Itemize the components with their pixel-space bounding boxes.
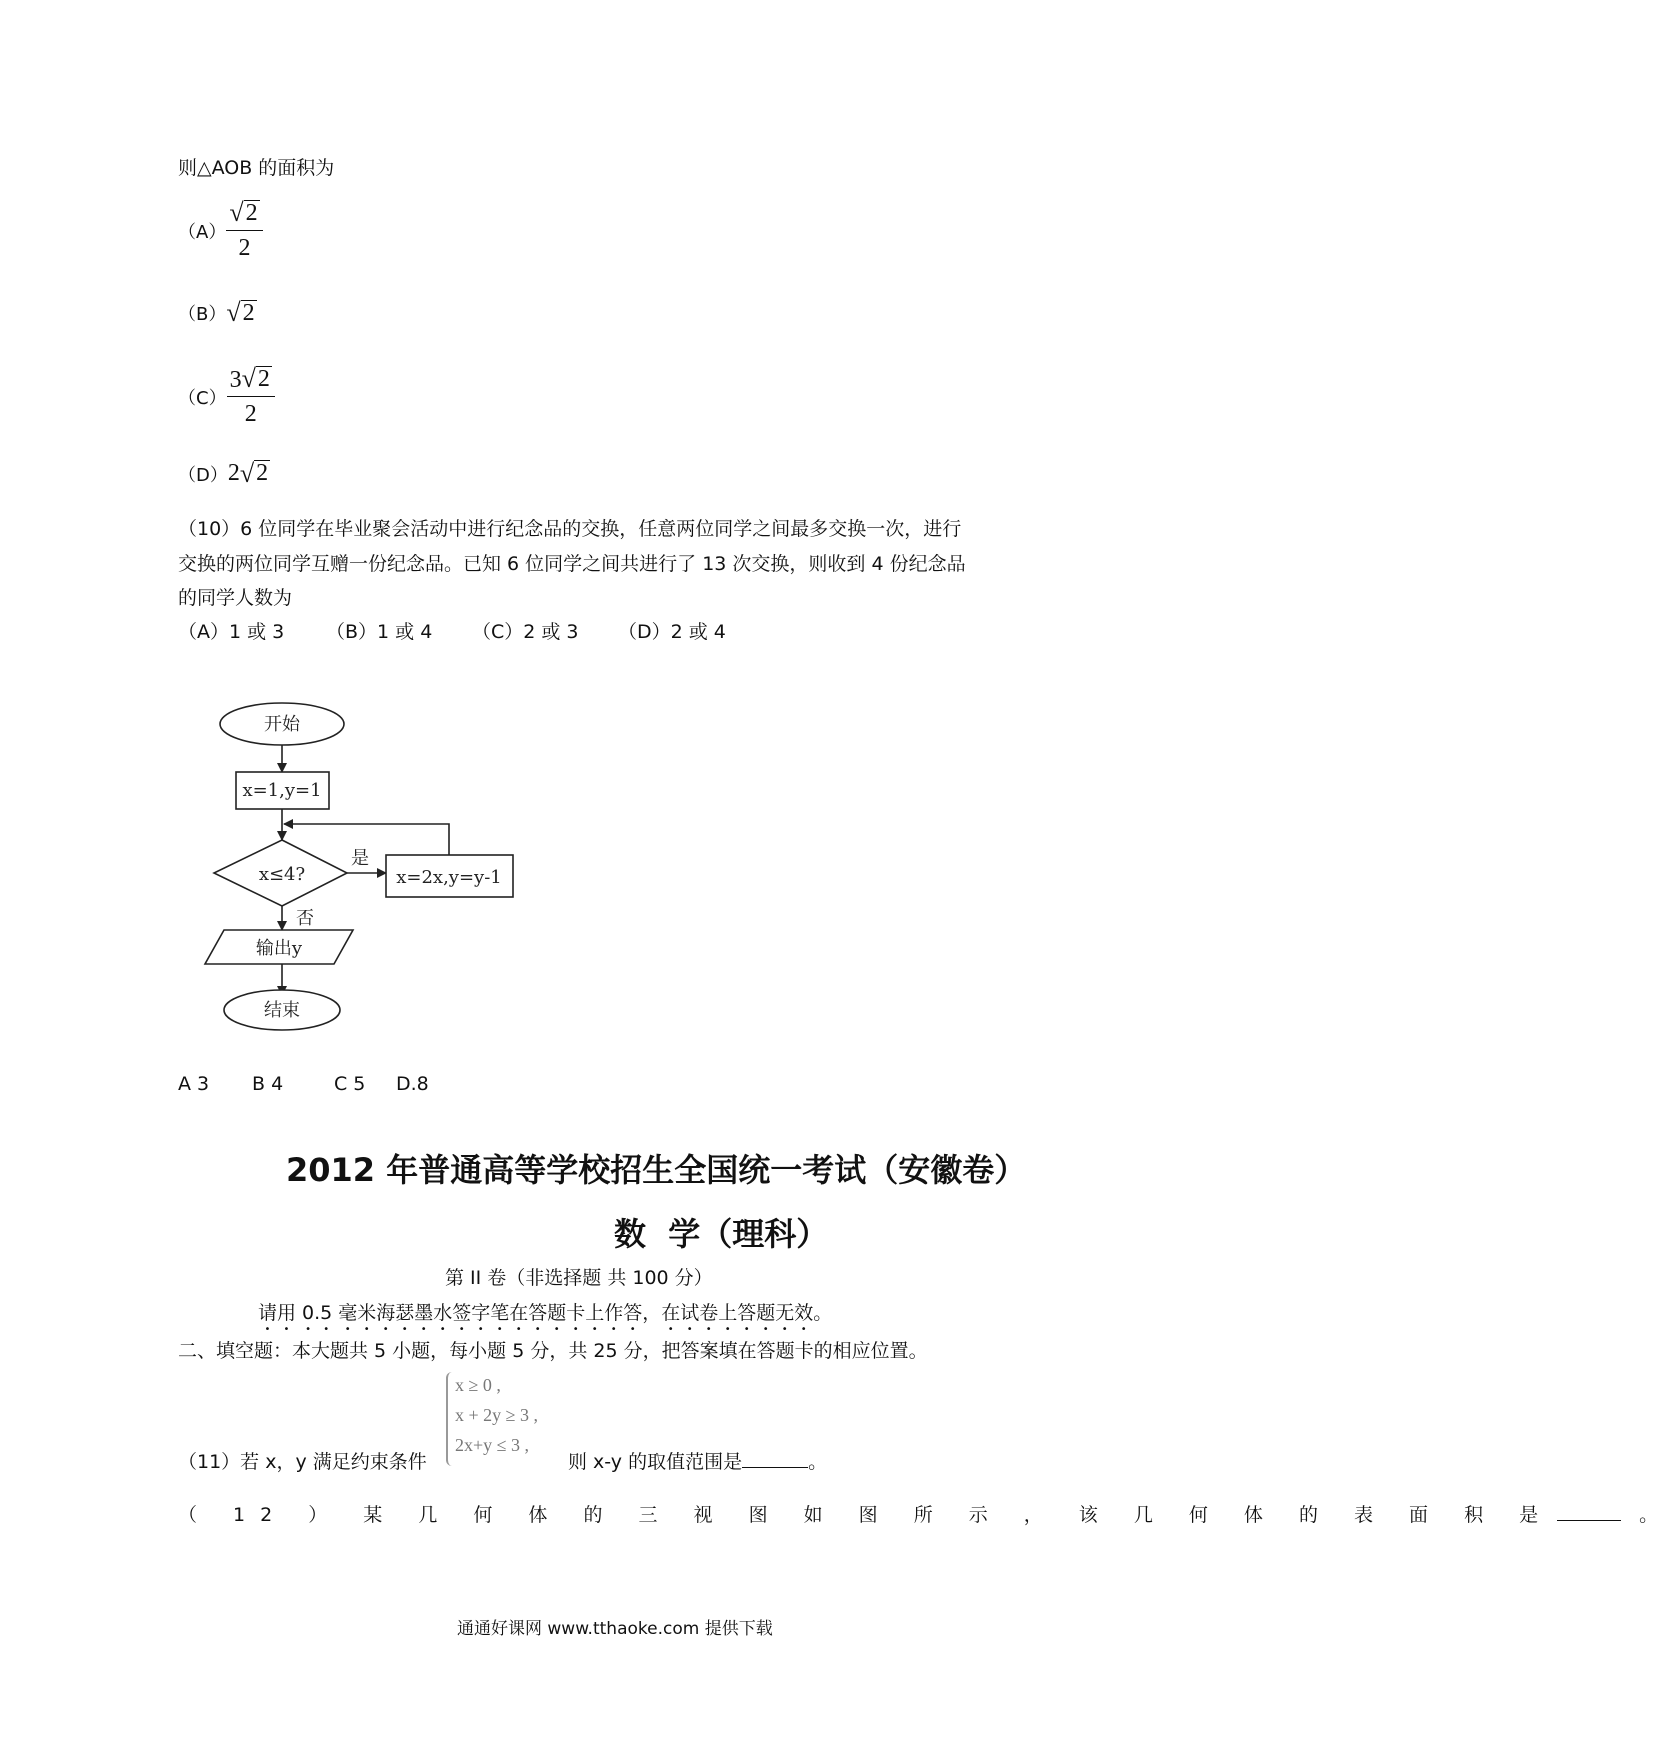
condition-label: x≤4? [258, 864, 306, 885]
process-label: x=2x,y=y-1 [396, 867, 502, 888]
yes-label: 是 [351, 848, 369, 869]
flow-option-d: D.8 [396, 1073, 429, 1095]
square-root: √ 2 [226, 298, 255, 328]
constraint-2: x + 2y ≥ 3 , [455, 1405, 539, 1425]
q11-suffix: 则 x-y 的取值范围是 [568, 1451, 743, 1473]
denominator: 2 [244, 401, 257, 428]
fraction: 3 √ 2 2 [227, 366, 275, 428]
flow-options [178, 1073, 429, 1095]
option-label: （D） [178, 464, 228, 486]
option-label: （C） [178, 388, 227, 410]
no-label: 否 [296, 908, 314, 929]
exam-title: 2012 年普通高等学校招生全国统一考试（安徽卷） [286, 1151, 1027, 1189]
flow-option-b: B 4 [252, 1073, 284, 1095]
coefficient: 2 [227, 460, 240, 486]
radicand: 2 [242, 300, 255, 326]
constraint-system [455, 1370, 538, 1460]
option-label: （A） [178, 222, 227, 244]
q9-option-d [178, 460, 270, 487]
exam-subject: 数 学（理科） [614, 1215, 829, 1253]
q12-end: 。 [1639, 1504, 1658, 1526]
q10-option-d: （D）2 或 4 [618, 621, 726, 643]
square-root: √ 2 [239, 458, 269, 488]
flowchart [200, 690, 530, 1040]
q11-suffix-line [568, 1447, 827, 1474]
constraint-3: 2x+y ≤ 3 , [455, 1435, 530, 1455]
flow-option-a: A 3 [178, 1073, 210, 1095]
coefficient: 3 [229, 367, 242, 394]
constraint-1: x ≥ 0 , [455, 1375, 501, 1395]
section-heading: 二、填空题：本大题共 5 小题，每小题 5 分，共 25 分，把答案填在答题卡的相应位置。 [178, 1340, 928, 1362]
answer-blank [1557, 1502, 1621, 1521]
q10-line-2: 交换的两位同学互赠一份纪念品。已知 6 位同学之间共进行了 13 次交换，则收到 4 份纪念品 [178, 553, 966, 575]
radicand: 2 [256, 460, 269, 487]
fraction: √ 2 2 [226, 200, 262, 262]
q11-prefix: （11）若 x，y 满足约束条件 [178, 1451, 427, 1473]
flow-option-c: C 5 [334, 1073, 366, 1095]
exam-instruction: 请用 0.5 毫米海瑟墨水签字笔在答题卡上作答，在试卷上答题无效。 [258, 1302, 833, 1324]
q9-option-a [178, 200, 263, 262]
q10-option-a: （A）1 或 3 [178, 621, 285, 643]
exam-part: 第 II 卷（非选择题 共 100 分） [445, 1267, 713, 1289]
q12-line [178, 1500, 1658, 1527]
q9-stem: 则△AOB 的面积为 [178, 157, 335, 179]
q10-line-3: 的同学人数为 [178, 587, 293, 609]
q11-end: 。 [808, 1451, 828, 1473]
radicand: 2 [245, 200, 258, 226]
start-label: 开始 [264, 714, 300, 735]
output-label: 输出y [255, 938, 303, 959]
radicand: 2 [257, 366, 270, 392]
q10-option-c: （C）2 或 3 [472, 621, 579, 643]
q10-line-1: （10）6 位同学在毕业聚会活动中进行纪念品的交换，任意两位同学之间最多交换一次，进行 [178, 518, 962, 540]
system-brace [446, 1372, 452, 1466]
q9-option-b [178, 300, 257, 326]
q10-option-b: （B）1 或 4 [326, 621, 433, 643]
q9-option-c [178, 366, 275, 428]
q12-text: （ 12 ） 某 几 何 体 的 三 视 图 如 图 所 示 ， 该 几 何 体 的 表 面 积 是 [178, 1504, 1554, 1526]
answer-blank [742, 1449, 808, 1468]
init-label: x=1,y=1 [242, 780, 322, 801]
denominator: 2 [238, 235, 251, 262]
option-label: （B） [178, 304, 227, 326]
footer: 通通好课网 www.tthaoke.com 提供下载 [457, 1619, 773, 1639]
q10-options [178, 617, 726, 644]
end-label: 结束 [264, 1000, 300, 1021]
